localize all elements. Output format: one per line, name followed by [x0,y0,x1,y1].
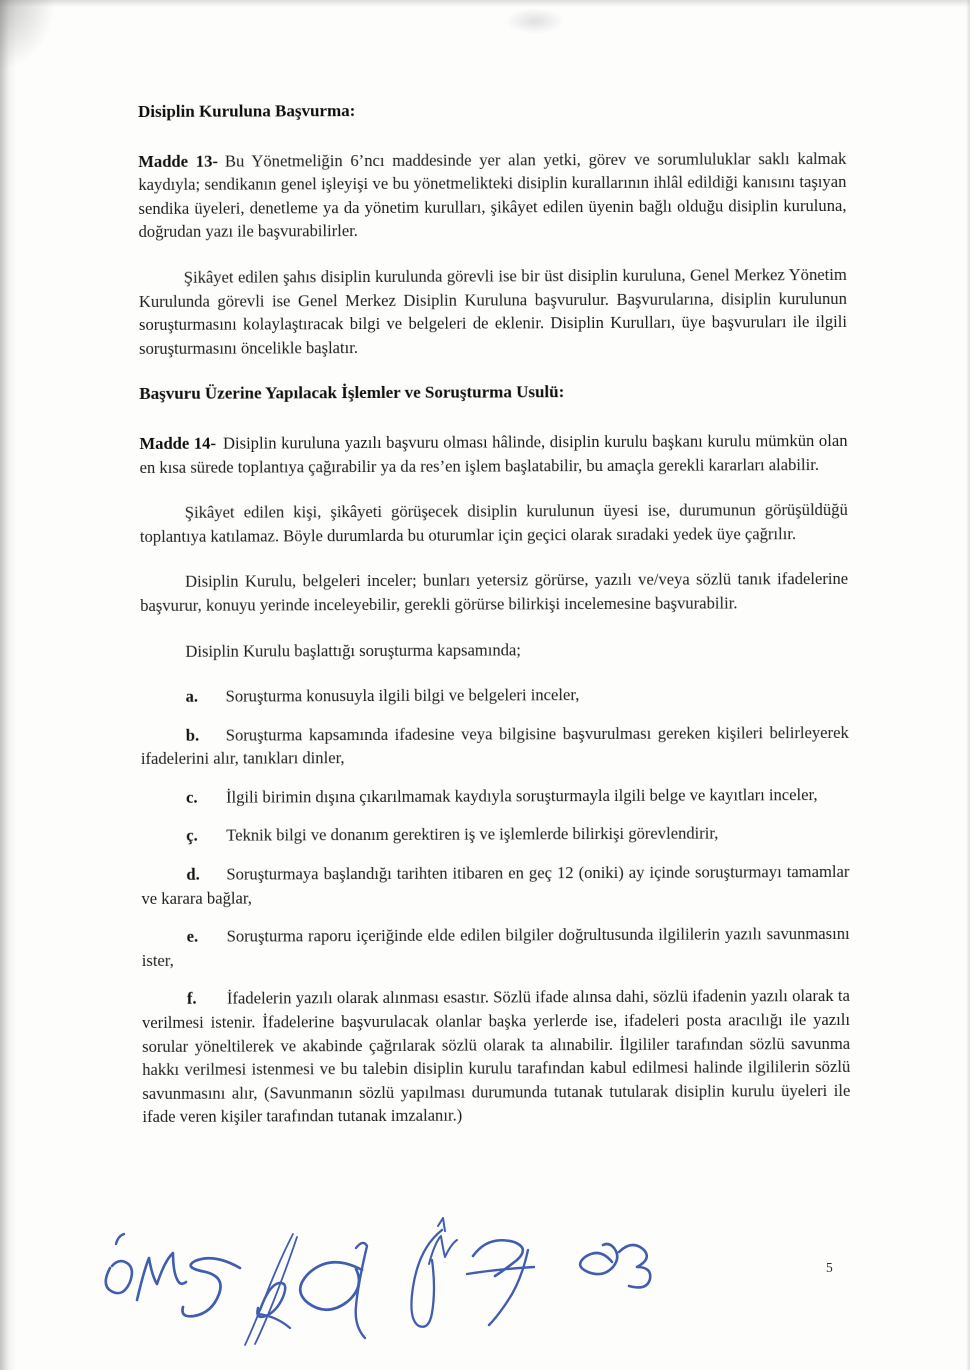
scan-edge-right [966,0,970,1370]
list-letter-cedilla: ç. [186,826,198,846]
madde-13-label: Madde 13- [138,151,218,171]
scan-smudge [505,8,565,34]
scan-corner-shadow [0,0,56,70]
list-text-f: İfadelerin yazılı olarak alınması esastır. Sözlü ifade alınsa dahi, sözlü ifadenin yazılı olarak ta verilmesi istenir. İfadelerine başvurulacak olanlar başka yerlerde ise, ifadeleri posta aracılığı ile yazılı sorular yöneltilerek ve akabinde çağrılarak sözlü olarak ta alınabilir. İlgililer tarafından sözlü savunma hakkı verilmesi istenmesi ve bu talebin disiplin kurulu tarafından kabul edilmesi halinde ilgililerin sözlü savunmasını alır, (Savunmanın sözlü yapılması durumunda tutanak tutularak disiplin kurulu üyeleri ile ifade veren kişiler tarafından tutanak imzalanır.) [141,986,851,1127]
list-item-c [141,783,849,810]
paragraph-evidence-review: Disiplin Kurulu, belgeleri inceler; bunları yetersiz görürse, yazılı ve/veya sözlü tanık ifadelerine başvurur, konuyu yerinde inceleyebilir, gerekli görürse bilirkişi incelemesine başvurabilir. [140,569,849,615]
list-text-c: İlgili birimin dışına çıkarılmamak kaydıyla soruşturmayla ilgili belge ve kayıtları inceler, [226,784,818,807]
signatures-area [90,1210,660,1355]
madde-14-paragraph [139,429,847,479]
section-heading-application: Disiplin Kuruluna Başvurma: [138,101,356,121]
madde-13-text: Bu Yönetmeliğin 6’ncı maddesinde yer alan yetki, görev ve sorumluluklar saklı kalmak kaydıyla; sendikanın genel işleyişi ve bu yönetmelikteki disiplin kurallarının ihlâl edildiği kanısını taşıyan sendika üyeleri, denetleme ya da yönetim kurulları, şikâyet edilen üyenin bağlı olduğu disiplin kuruluna, doğrudan yazı ile başvurabilirler. [138,148,847,242]
scan-edge-top [0,0,970,7]
list-letter-f: f. [186,989,197,1009]
list-item-e [142,922,850,972]
paragraph-member-recusal: Şikâyet edilen kişi, şikâyeti görüşecek disiplin kurulunun üyesi ise, durumunun görüşüldüğü toplantıya katılamaz. Böyle durumlarda bu oturumlar için geçici olarak sıradaki yedek üye çağrılır. [139,500,848,546]
list-item-d [141,860,849,910]
list-item-f [142,984,851,1129]
document-text-block [138,97,850,1129]
section-heading-procedure: Başvuru Üzerine Yapılacak İşlemler ve Soruşturma Usulü: [139,382,565,404]
list-text-b: Soruşturma kapsamında ifadesine veya bilgisine başvurulması gereken kişileri belirleyerek ifadelerini alır, tanıkları dinler, [140,722,849,769]
madde-13-paragraph [138,147,846,244]
list-letter-a: a. [185,686,199,706]
scan-edge-left [0,0,16,1370]
list-letter-e: e. [186,926,199,947]
list-item-a [141,682,849,709]
list-text-cedilla: Teknik bilgi ve donanım gerektiren iş ve işlemlerde bilirkişi görevlendirir, [226,823,719,846]
paragraph-complaint-upper-board: Şikâyet edilen şahıs disiplin kurulunda görevli ise bir üst disiplin kuruluna, Genel Merkez Yönetim Kurulunda görevli ise Genel Merkez Disiplin Kuruluna başvurulur. Başvurularına, disiplin kurulunun soruşturmasını kolaylaştıracak bilgi ve belgeleri de eklenir. Disiplin Kurulları, üye başvuruları ile ilgili soruşturmasını öncelikle başlatır. [138,264,848,358]
list-item-b [141,721,849,771]
list-letter-d: d. [186,864,200,884]
list-text-a: Soruşturma konusuyla ilgili bilgi ve belgeleri inceler, [225,685,580,706]
page-number: 5 [826,1260,833,1275]
list-letter-b: b. [185,725,200,745]
list-text-e: Soruşturma raporu içeriğinde elde edilen bilgiler doğrultusunda ilgililerin yazılı savunmasını ister, [141,924,850,970]
madde-14-text: Disiplin kuruluna yazılı başvuru olması hâlinde, disiplin kurulu başkanı kurulu mümkün olan en kısa sürede toplantıya çağırabilir ya da res’en işlem başlatabilir, bu amaçla gerekli kararları alabilir. [139,430,848,477]
madde-14-label: Madde 14- [139,433,217,453]
list-letter-c: c. [186,787,198,807]
signature-ink [90,1210,660,1355]
paragraph-investigation-scope: Disiplin Kurulu başlattığı soruşturma kapsamında; [185,639,521,661]
list-item-cedilla [141,821,849,848]
list-text-d: Soruşturmaya başlandığı tarihten itibaren en geç 12 (oniki) ay içinde soruşturmayı tamamlar ve karara bağlar, [141,861,850,908]
